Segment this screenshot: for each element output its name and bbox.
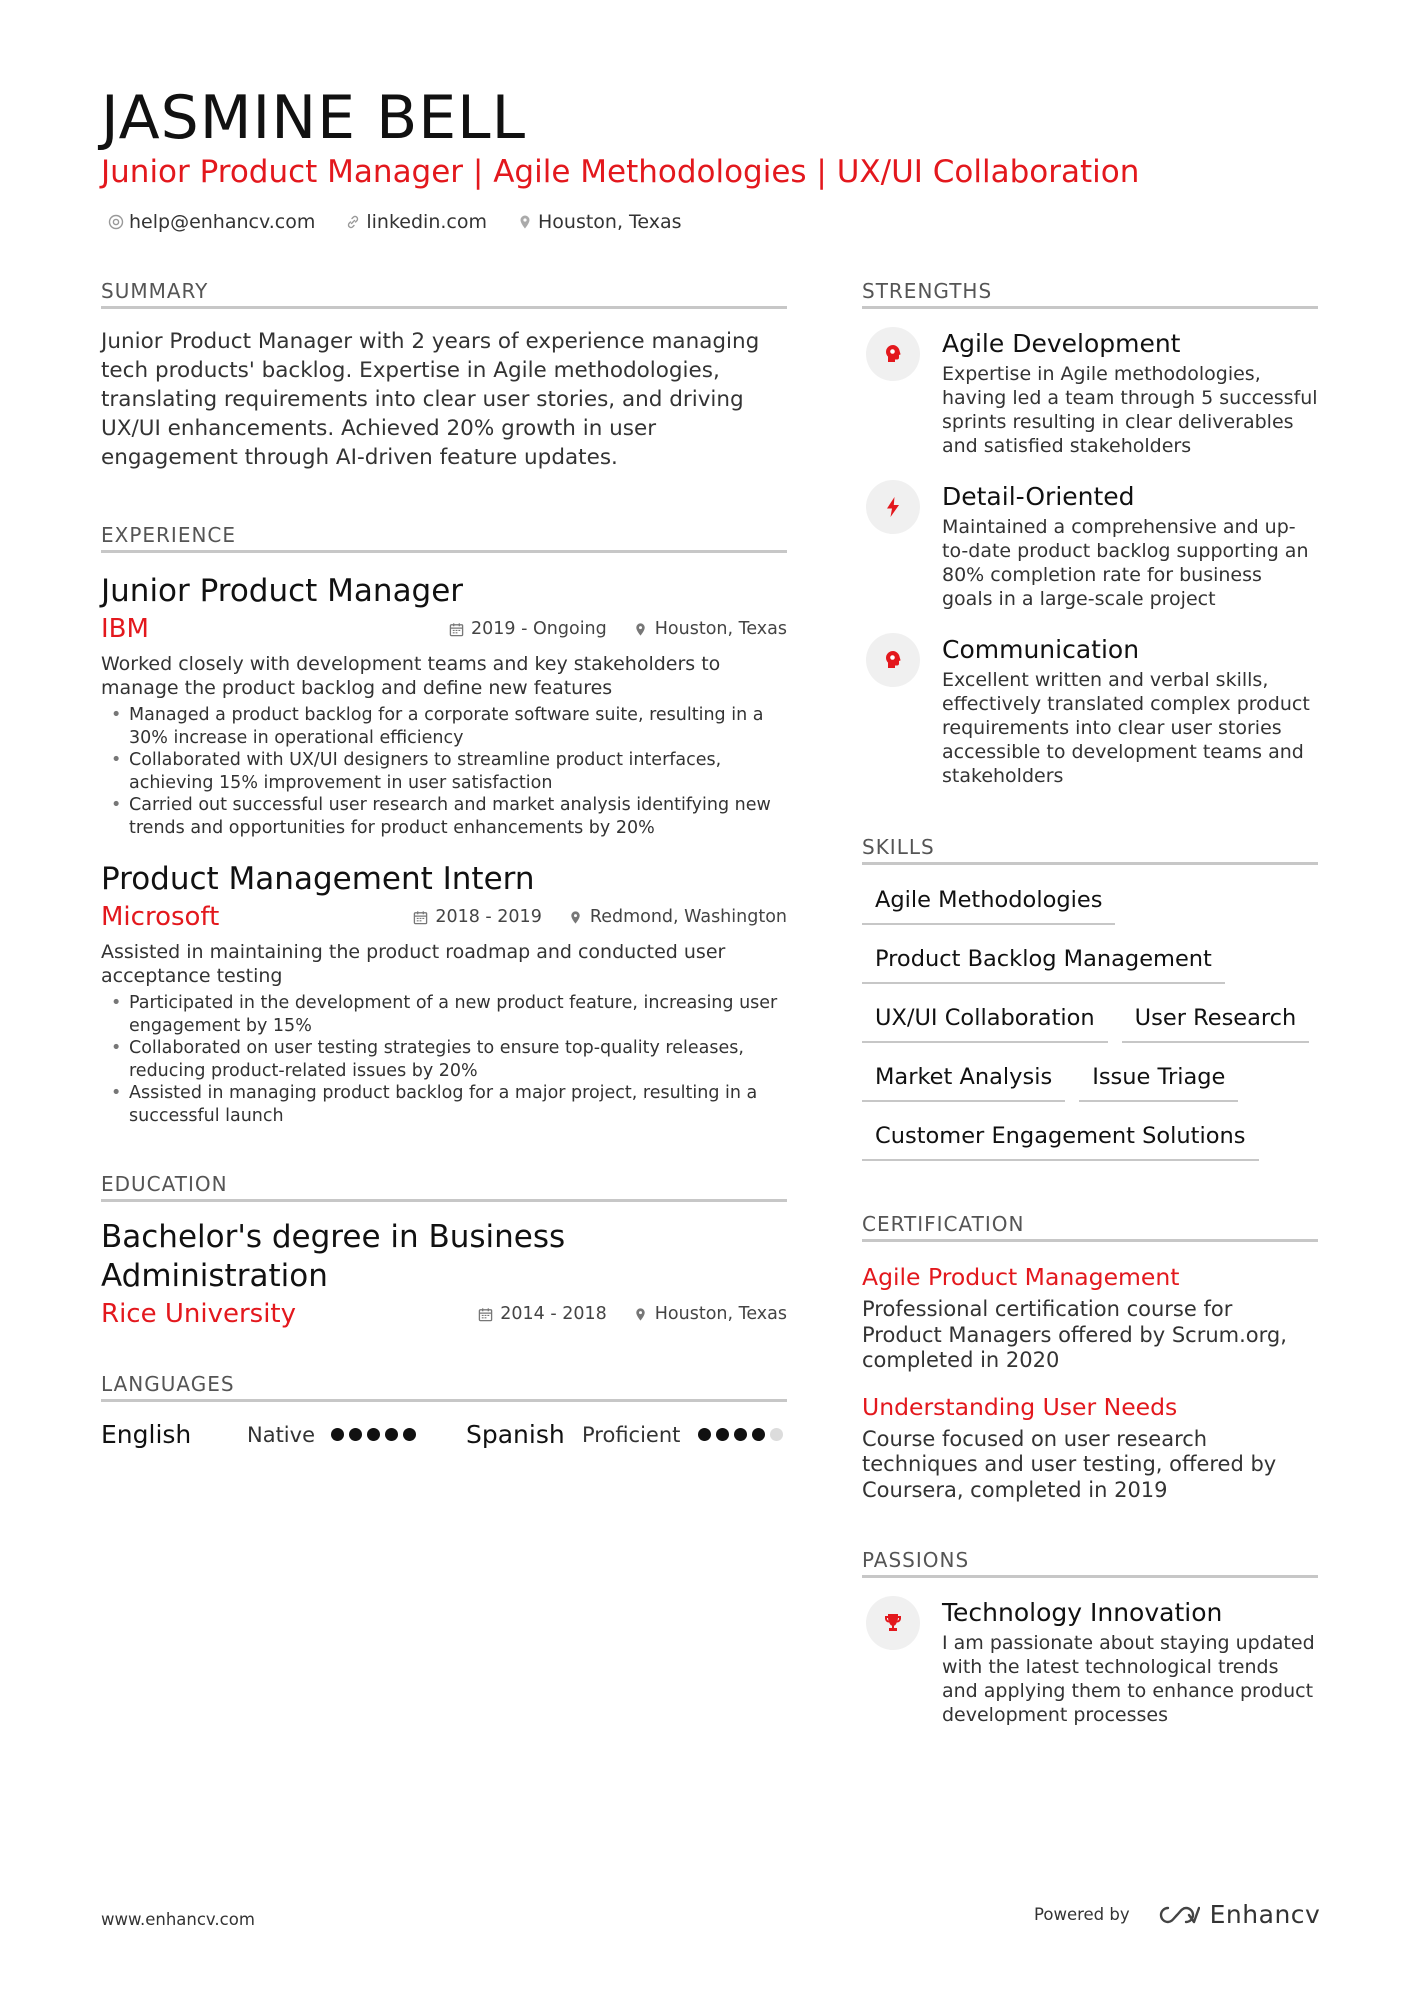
footer-website[interactable]: www.enhancv.com bbox=[101, 1910, 255, 1929]
languages-section bbox=[101, 1371, 787, 1449]
strengths-section bbox=[862, 278, 1318, 788]
summary-section bbox=[101, 278, 787, 472]
language-level: Native bbox=[247, 1422, 315, 1447]
lightning-bolt-icon bbox=[881, 495, 905, 519]
location-pin-icon bbox=[517, 214, 533, 230]
contact-linkedin-text: linkedin.com bbox=[366, 211, 487, 233]
rating-dot bbox=[770, 1428, 783, 1441]
experience-entry bbox=[101, 859, 787, 1127]
strength-description: Expertise in Agile methodologies, having led a team through 5 successful sprints resulting in clear deliverables and satisfied stakeholders bbox=[942, 363, 1318, 457]
language-rating bbox=[331, 1428, 416, 1441]
certification-title: Agile Product Management bbox=[862, 1263, 1180, 1291]
left-column bbox=[101, 278, 787, 1449]
school-name: Rice University bbox=[101, 1299, 296, 1329]
passions-heading: PASSIONS bbox=[862, 1547, 1318, 1578]
strength-title: Detail-Oriented bbox=[942, 482, 1135, 511]
experience-section bbox=[101, 522, 787, 1127]
rating-dot bbox=[752, 1428, 765, 1441]
job-dates: 2018 - 2019 bbox=[435, 907, 542, 927]
rating-dot bbox=[331, 1428, 344, 1441]
language-english bbox=[101, 1420, 466, 1449]
experience-heading: EXPERIENCE bbox=[101, 522, 787, 553]
passion-title: Technology Innovation bbox=[942, 1598, 1223, 1627]
languages-heading: LANGUAGES bbox=[101, 1371, 787, 1402]
contact-location-text: Houston, Texas bbox=[538, 211, 682, 233]
at-icon bbox=[108, 214, 124, 230]
right-column bbox=[862, 278, 1318, 1727]
rating-dot bbox=[349, 1428, 362, 1441]
certification-description: Professional certification course for Product Managers offered by Scrum.org, completed in 2020 bbox=[862, 1297, 1287, 1372]
candidate-name: JASMINE BELL bbox=[101, 83, 527, 153]
brand-name: Enhancv bbox=[1209, 1900, 1321, 1929]
calendar-icon bbox=[449, 622, 464, 637]
skill-tag: Agile Methodologies bbox=[862, 883, 1115, 925]
skill-tag: Customer Engagement Solutions bbox=[862, 1119, 1259, 1161]
summary-heading: SUMMARY bbox=[101, 278, 787, 309]
job-title: Product Management Intern bbox=[101, 861, 535, 897]
calendar-icon bbox=[413, 910, 428, 925]
skill-tag: User Research bbox=[1122, 1001, 1310, 1043]
certification-description: Course focused on user research techniques and user testing, offered by Coursera, completed in 2019 bbox=[862, 1426, 1277, 1502]
language-name: Spanish bbox=[466, 1420, 565, 1449]
powered-by-label: Powered by bbox=[1034, 1905, 1130, 1924]
skills-heading: SKILLS bbox=[862, 834, 1318, 865]
brand-logo[interactable] bbox=[1154, 1900, 1321, 1929]
trophy-icon bbox=[881, 1611, 905, 1635]
strength-description: Maintained a comprehensive and up-to-date product backlog supporting an 80% completion rate for business goals in a large-scale project bbox=[942, 516, 1309, 610]
enhancv-logo-icon bbox=[1154, 1903, 1200, 1927]
contact-email[interactable] bbox=[108, 208, 315, 236]
brain-head-icon bbox=[881, 342, 905, 366]
language-rating bbox=[698, 1428, 783, 1441]
strength-description: Excellent written and verbal skills, effectively translated complex product requirements into clear user stories accessible to development teams and stakeholders bbox=[942, 669, 1310, 787]
contact-linkedin[interactable] bbox=[345, 208, 487, 236]
rating-dot bbox=[716, 1428, 729, 1441]
rating-dot bbox=[734, 1428, 747, 1441]
passion-item bbox=[862, 1596, 1318, 1727]
skills-section bbox=[862, 834, 1318, 1161]
company-name: IBM bbox=[101, 614, 149, 644]
skills-list bbox=[862, 883, 1318, 1161]
certification-heading: CERTIFICATION bbox=[862, 1211, 1318, 1242]
language-name: English bbox=[101, 1420, 192, 1449]
job-bullets bbox=[101, 704, 787, 839]
footer-branding bbox=[1034, 1900, 1320, 1929]
summary-text: Junior Product Manager with 2 years of experience managing tech products' backlog. Expertise in Agile methodologies, translating requirements into clear user stories, and driving UX/UI enhancements. Achieved 20% growth in user engagement through AI-driven feature updates. bbox=[101, 329, 760, 470]
rating-dot bbox=[367, 1428, 380, 1441]
link-icon bbox=[345, 214, 361, 230]
education-heading: EDUCATION bbox=[101, 1171, 787, 1202]
strength-item bbox=[862, 633, 1318, 788]
job-description: Worked closely with development teams and key stakeholders to manage the product backlog and define new features bbox=[101, 653, 721, 699]
rating-dot bbox=[385, 1428, 398, 1441]
passions-section bbox=[862, 1547, 1318, 1727]
job-bullet: • Carried out successful user research and market analysis identifying new trends and opportunities for product enhancements by 20% bbox=[101, 794, 787, 839]
job-location: Houston, Texas bbox=[654, 619, 787, 639]
language-spanish bbox=[466, 1420, 783, 1449]
skill-tag: Market Analysis bbox=[862, 1060, 1065, 1102]
strength-title: Agile Development bbox=[942, 329, 1181, 358]
language-level: Proficient bbox=[582, 1422, 681, 1447]
contact-email-text: help@enhancv.com bbox=[129, 211, 316, 233]
certification-title: Understanding User Needs bbox=[862, 1392, 1178, 1421]
brain-head-icon bbox=[881, 648, 905, 672]
certification-item bbox=[862, 1262, 1318, 1374]
experience-entry bbox=[101, 571, 787, 839]
job-title: Junior Product Manager bbox=[101, 573, 464, 609]
headline: Junior Product Manager | Agile Methodologies | UX/UI Collaboration bbox=[101, 154, 1140, 190]
education-location: Houston, Texas bbox=[654, 1304, 787, 1324]
strength-item bbox=[862, 327, 1318, 458]
education-section bbox=[101, 1171, 787, 1331]
job-bullets bbox=[101, 992, 787, 1127]
strength-item bbox=[862, 480, 1318, 611]
job-dates: 2019 - Ongoing bbox=[471, 619, 607, 639]
job-description: Assisted in maintaining the product roadmap and conducted user acceptance testing bbox=[101, 941, 726, 987]
location-pin-icon bbox=[633, 1307, 648, 1322]
education-dates: 2014 - 2018 bbox=[500, 1304, 607, 1324]
skill-tag: Issue Triage bbox=[1079, 1060, 1238, 1102]
job-bullet: • Managed a product backlog for a corporate software suite, resulting in a 30% increase in operational efficiency bbox=[101, 704, 787, 749]
strength-title: Communication bbox=[942, 635, 1140, 664]
job-bullet: • Collaborated on user testing strategies to ensure top-quality releases, reducing product-related issues by 20% bbox=[101, 1037, 787, 1082]
skill-tag: Product Backlog Management bbox=[862, 942, 1225, 984]
strengths-heading: STRENGTHS bbox=[862, 278, 1318, 309]
contact-bar bbox=[108, 208, 682, 236]
job-bullet: • Collaborated with UX/UI designers to streamline product interfaces, achieving 15% improvement in user satisfaction bbox=[101, 749, 787, 794]
job-bullet: • Assisted in managing product backlog for a major project, resulting in a successful launch bbox=[101, 1082, 787, 1127]
certification-section bbox=[862, 1211, 1318, 1503]
passion-description: I am passionate about staying updated with the latest technological trends and applying them to enhance product development processes bbox=[942, 1632, 1315, 1726]
rating-dot bbox=[403, 1428, 416, 1441]
job-location: Redmond, Washington bbox=[589, 907, 787, 927]
calendar-icon bbox=[478, 1307, 493, 1322]
rating-dot bbox=[698, 1428, 711, 1441]
location-pin-icon bbox=[568, 910, 583, 925]
company-name: Microsoft bbox=[101, 902, 220, 932]
degree-title: Bachelor's degree in Business Administration bbox=[101, 1219, 566, 1294]
skill-tag: UX/UI Collaboration bbox=[862, 1001, 1108, 1043]
job-bullet: • Participated in the development of a new product feature, increasing user engagement by 15% bbox=[101, 992, 787, 1037]
contact-location bbox=[517, 208, 682, 236]
certification-item bbox=[862, 1392, 1318, 1504]
location-pin-icon bbox=[633, 622, 648, 637]
